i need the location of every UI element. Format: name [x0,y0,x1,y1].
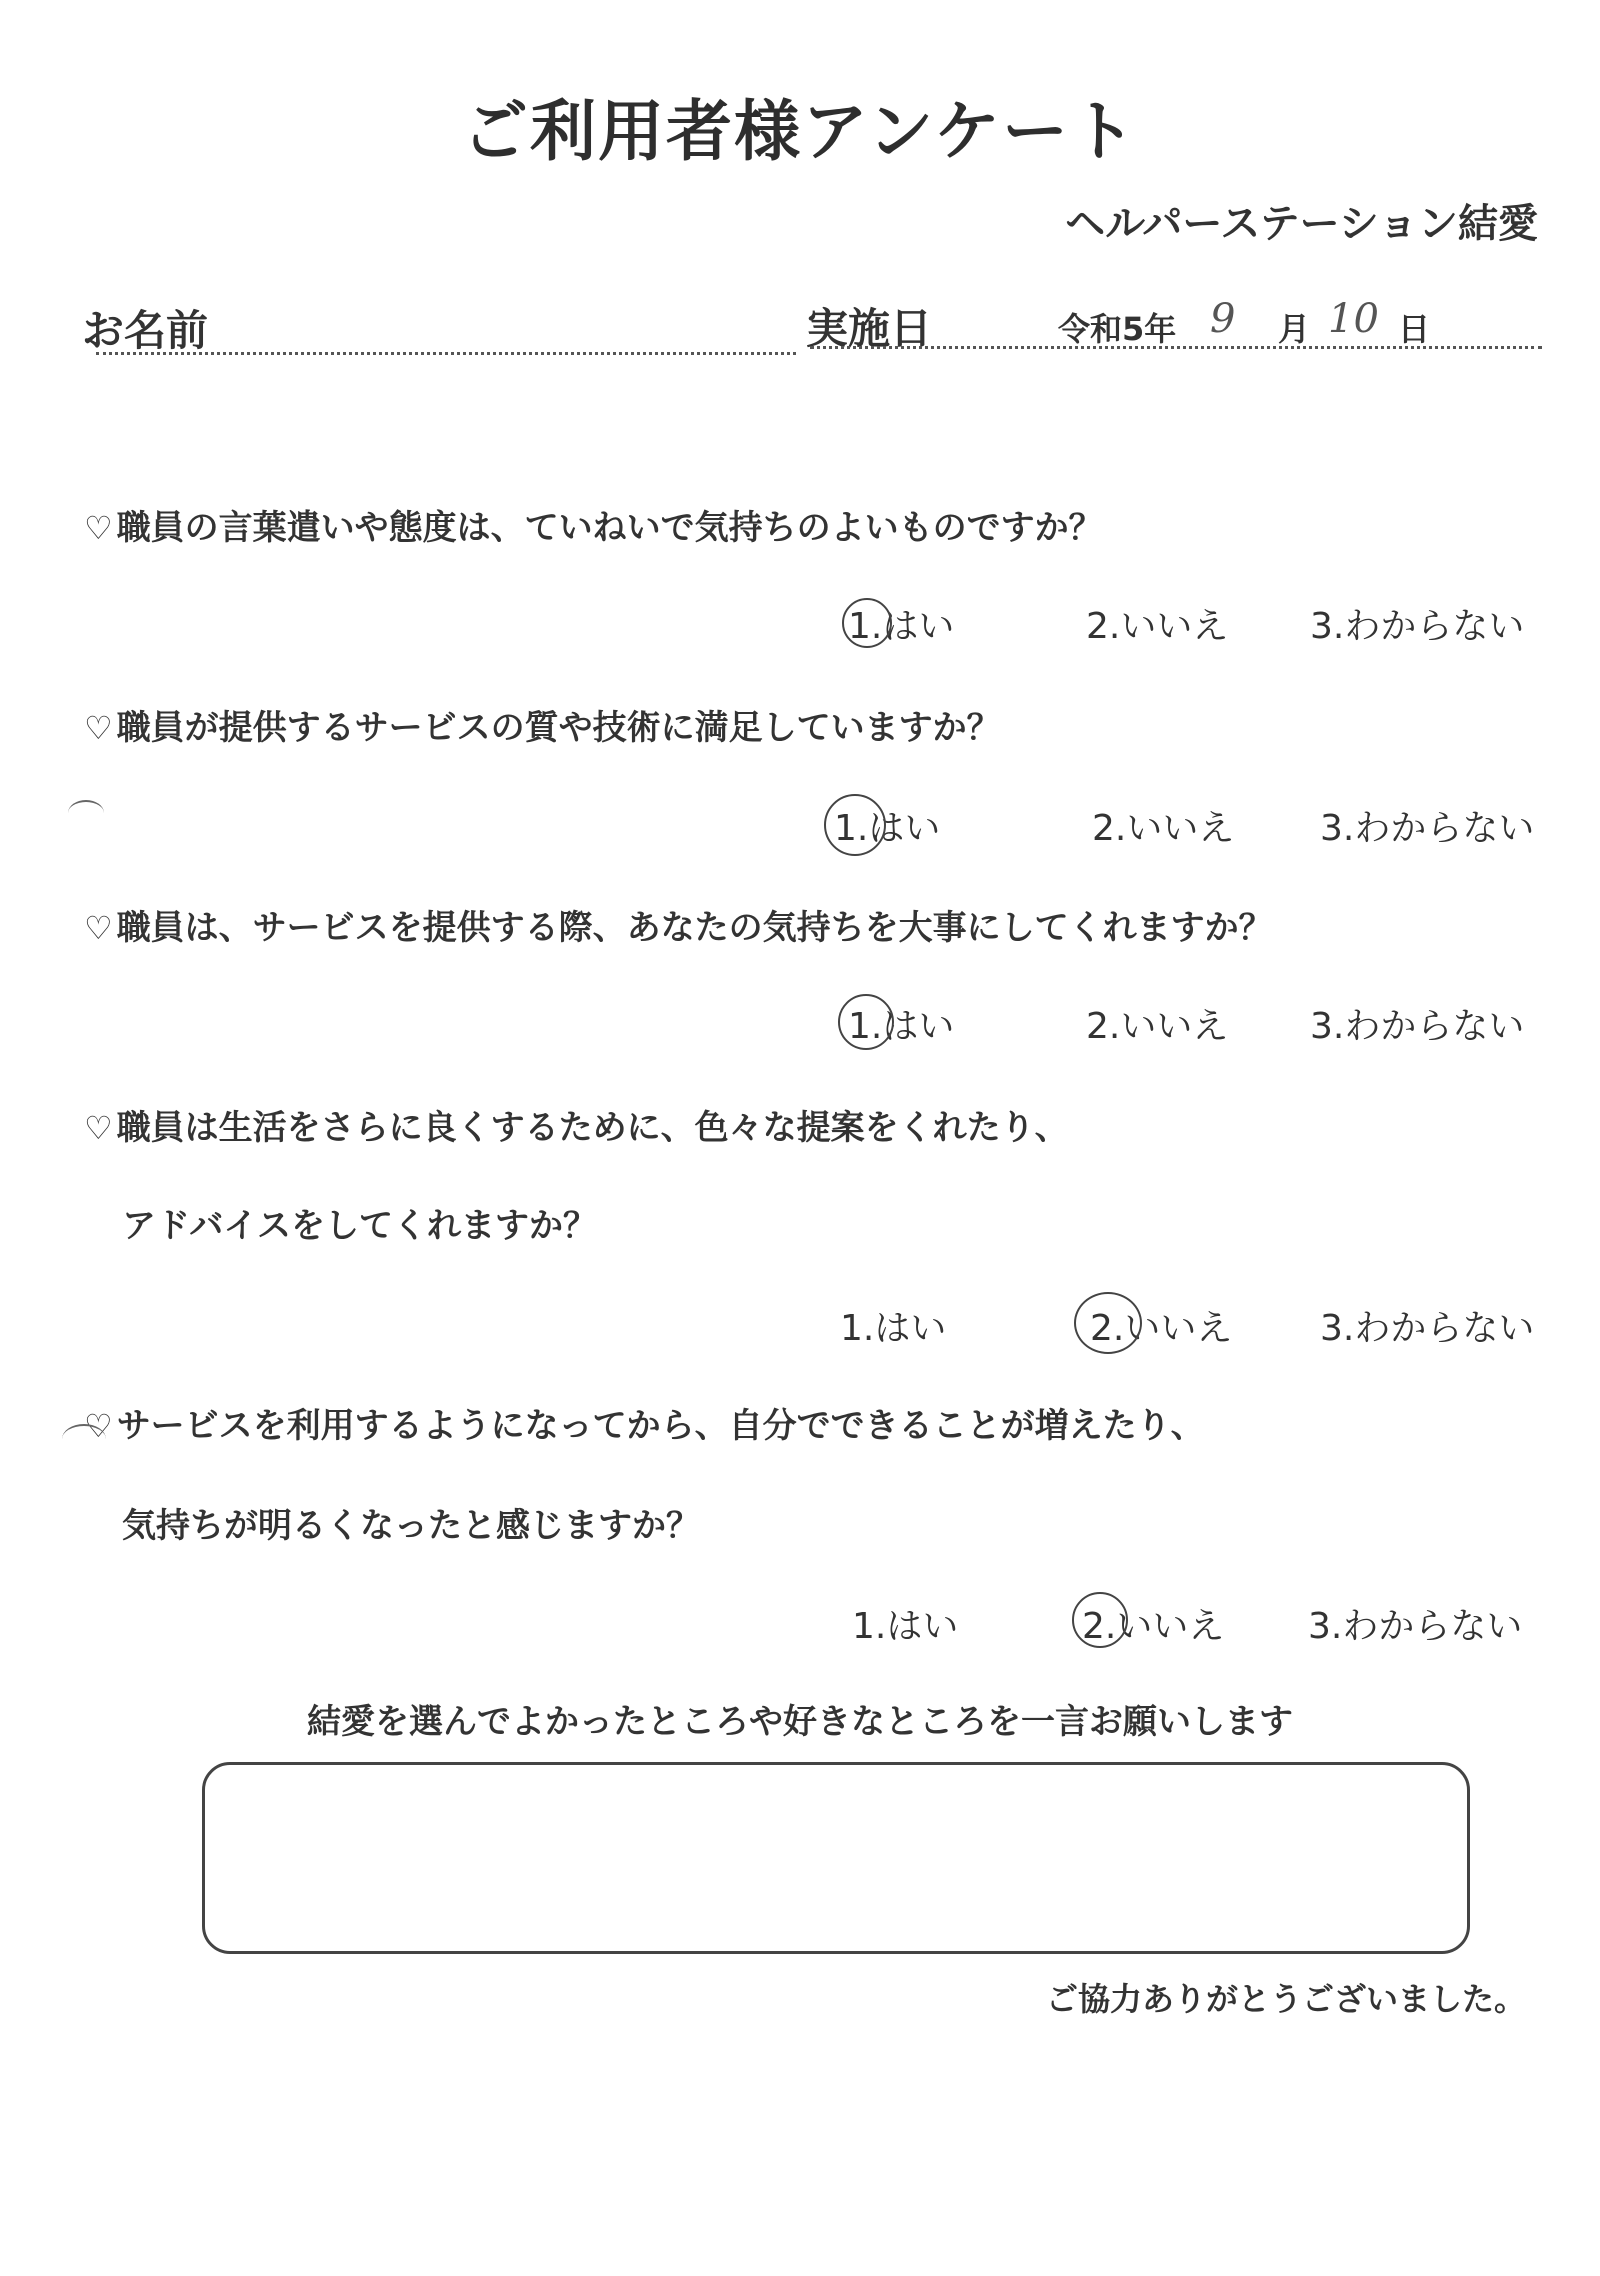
q4-option-1[interactable]: 1.はい [840,1308,947,1349]
q1-option-2[interactable]: 2.いいえ [1086,606,1229,647]
scan-mark [68,800,104,826]
date-label: 実施日 [806,304,933,353]
heart-icon: ♡ [84,509,113,547]
survey-title: ご利用者様アンケート [461,93,1139,170]
comment-prompt: 結愛を選んでよかったところや好きなところを一言お願いします [307,1702,1293,1742]
question-4-text-line2: アドバイスをしてくれますか？ [122,1206,597,1246]
q1-option-1[interactable]: 1.はい [848,606,955,647]
question-3 [84,900,1273,949]
scan-mark [62,1424,106,1454]
date-month-label: 月 [1278,310,1311,348]
comment-box[interactable] [202,1762,1470,1954]
organization-name: ヘルパーステーション結愛 [1065,201,1538,247]
question-5 [84,1398,1205,1447]
date-era-year: 令和5年 [1058,310,1177,348]
thank-you-note: ご協力ありがとうございました。 [1045,1980,1526,2018]
q5-option-2[interactable]: 2.いいえ [1082,1606,1225,1647]
heart-icon: ♡ [84,709,113,747]
q5-option-3[interactable]: 3.わからない [1308,1606,1523,1647]
heart-icon: ♡ [84,909,113,947]
q5-option-1[interactable]: 1.はい [852,1606,959,1647]
date-underline [810,346,1542,349]
heart-icon: ♡ [84,1407,113,1445]
heart-icon: ♡ [84,1109,113,1147]
question-2 [84,700,1001,749]
q2-option-1[interactable]: 1.はい [834,808,941,849]
name-label: お名前 [82,306,209,355]
date-day-value[interactable]: 10 [1328,296,1379,342]
q4-option-3[interactable]: 3.わからない [1320,1308,1535,1349]
q3-option-2[interactable]: 2.いいえ [1086,1006,1229,1047]
q2-option-3[interactable]: 3.わからない [1320,808,1535,849]
q3-selected-circle [838,994,894,1050]
name-field[interactable] [96,352,796,355]
q2-option-2[interactable]: 2.いいえ [1092,808,1235,849]
q2-selected-circle [824,794,886,856]
question-5-text-line1: サービスを利用するようになってから、自分でできることが増えたり、 [116,1406,1205,1446]
q5-selected-circle [1072,1592,1128,1648]
question-1-text: 職員の言葉遣いや態度は、ていねいで気持ちのよいものですか？ [116,508,1103,548]
q1-selected-circle [842,598,892,648]
q4-option-2[interactable]: 2.いいえ [1090,1308,1233,1349]
date-month-value[interactable]: 9 [1210,296,1236,342]
q4-selected-circle [1074,1292,1142,1354]
question-4-text-line1: 職員は生活をさらに良くするために、色々な提案をくれたり、 [116,1108,1069,1148]
question-5-text-line2: 気持ちが明るくなったと感じますか？ [122,1506,700,1546]
question-4 [84,1100,1069,1149]
q1-option-3[interactable]: 3.わからない [1310,606,1525,647]
date-day-label: 日 [1398,310,1431,348]
q3-option-1[interactable]: 1.はい [848,1006,955,1047]
question-2-text: 職員が提供するサービスの質や技術に満足していますか？ [116,708,1001,748]
q3-option-3[interactable]: 3.わからない [1310,1006,1525,1047]
question-3-text: 職員は、サービスを提供する際、あなたの気持ちを大事にしてくれますか？ [116,908,1273,948]
question-1 [84,500,1103,549]
